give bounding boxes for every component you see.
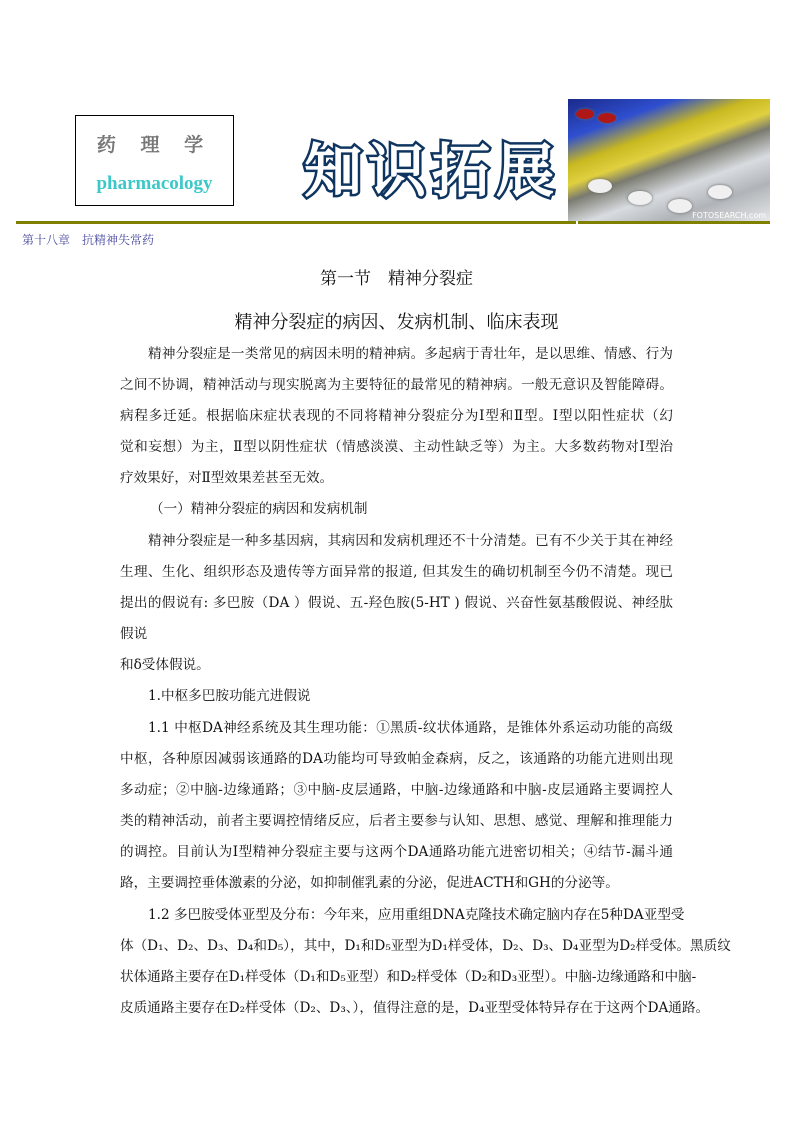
photo-watermark: FOTOSEARCH.com	[692, 211, 766, 220]
paragraph-line: 精神分裂症是一种多基因病，其病因和发病机理还不十分清楚。已有不少关于其在神经	[148, 533, 673, 549]
paragraph-line: 疗效果好，对Ⅱ型效果差甚至无效。	[120, 470, 334, 486]
banner-title: 知识拓展	[304, 137, 561, 205]
divider-gap	[576, 221, 578, 224]
paragraph-line: 皮质通路主要存在D₂样受体（D₂、D₃、），值得注意的是，D₄亚型受体特异存在于这两个DA通路。	[120, 1000, 710, 1016]
paragraph-line: 多动症；②中脑-边缘通路；③中脑-皮层通路，中脑-边缘通路和中脑-皮层通路主要调控人	[120, 782, 673, 798]
paragraph-line: 状体通路主要存在D₁样受体（D₁和D₅亚型）和D₂样受体（D₂和D₃亚型）。中脑-边缘通路和中脑-	[120, 969, 697, 985]
subtitle: 精神分裂症的病因、发病机制、临床表现	[234, 312, 559, 333]
section-title: 第一节 精神分裂症	[320, 269, 473, 289]
paragraph-line: 假说	[120, 626, 148, 642]
paragraph-line: 和δ受体假说。	[120, 657, 210, 673]
paragraph-line: 1.1 中枢DA神经系统及其生理功能：①黑质-纹状体通路，是锥体外系运动功能的高级	[148, 720, 673, 736]
paragraph-line: 提出的假说有: 多巴胺（DA ）假说、五-羟色胺(5-HT ) 假说、兴奋性氨基酸假说、神经肽	[120, 595, 673, 611]
paragraph-line: 病程多迁延。根据临床症状表现的不同将精神分裂症分为Ⅰ型和Ⅱ型。Ⅰ型以阳性症状（幻	[120, 408, 673, 424]
paragraph-line: 之间不协调，精神活动与现实脱离为主要特征的最常见的精神病。一般无意识及智能障碍。	[120, 377, 673, 393]
paragraph-line: 体（D₁、D₂、D₃、D₄和D₅），其中，D₁和D₅亚型为D₁样受体，D₂、D₃、D₄亚型为D₂样受体。黑质纹	[120, 938, 731, 954]
paragraph-line: 精神分裂症是一类常见的病因未明的精神病。多起病于青壮年，是以思维、情感、行为	[148, 346, 673, 362]
paragraph-line: 的调控。目前认为Ⅰ型精神分裂症主要与这两个DA通路功能亢进密切相关；④结节-漏斗通	[120, 844, 673, 860]
paragraph-line: 路，主要调控垂体激素的分泌，如抑制催乳素的分泌，促进ACTH和GH的分泌等。	[120, 875, 619, 891]
paragraph-line: 中枢，各种原因减弱该通路的DA功能均可导致帕金森病，反之，该通路的功能亢进则出现	[120, 751, 673, 767]
subheading: 1.中枢多巴胺功能亢进假说	[148, 688, 311, 704]
chapter-label: 第十八章 抗精神失常药	[22, 233, 155, 247]
pills-photo	[568, 99, 770, 222]
paragraph-line: 觉和妄想）为主，Ⅱ型以阴性症状（情感淡漠、主动性缺乏等）为主。大多数药物对Ⅰ型治	[120, 439, 673, 455]
logo-english-title: pharmacology	[96, 173, 213, 194]
paragraph-line: 生理、生化、组织形态及遗传等方面异常的报道, 但其发生的确切机制至今仍不清楚。现已	[120, 564, 673, 580]
subheading: （一）精神分裂症的病因和发病机制	[150, 501, 368, 517]
pharmacology-logo-box	[75, 115, 234, 206]
logo-chinese-title: 药 理 学	[96, 134, 213, 156]
paragraph-line: 类的精神活动，前者主要调控情绪反应，后者主要参与认知、思想、感觉、理解和推理能力	[120, 813, 673, 829]
header-divider	[16, 221, 770, 224]
paragraph-line: 1.2 多巴胺受体亚型及分布：今年来，应用重组DNA克隆技术确定脑内存在5种DA亚型受	[148, 907, 685, 923]
